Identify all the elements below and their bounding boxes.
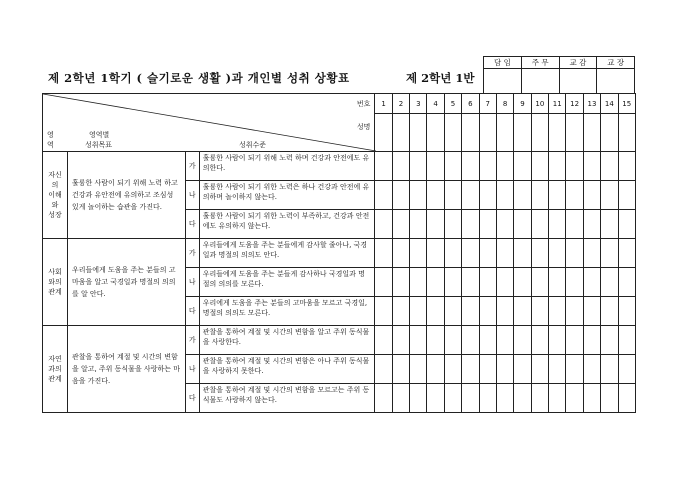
area-cell: 자연 과의 관계 bbox=[43, 326, 68, 413]
grade-cell[interactable] bbox=[462, 210, 479, 239]
grade-cell[interactable] bbox=[444, 297, 461, 326]
student-name-cell[interactable] bbox=[618, 114, 635, 152]
grade-cell[interactable] bbox=[514, 152, 531, 181]
level-description: 훌륭한 사람이 되기 위해 노력 하며 건강과 안전에도 유의한다. bbox=[199, 152, 375, 181]
grade-cell[interactable] bbox=[444, 326, 461, 355]
grade-cell[interactable] bbox=[618, 297, 635, 326]
grade-cell[interactable] bbox=[427, 326, 444, 355]
grade-cell[interactable] bbox=[410, 210, 427, 239]
grade-cell[interactable] bbox=[392, 239, 409, 268]
area-cell: 사회 와의 관계 bbox=[43, 239, 68, 326]
grade-cell[interactable] bbox=[392, 384, 409, 413]
sign-box-chief[interactable] bbox=[521, 69, 559, 94]
grade-cell[interactable] bbox=[479, 384, 496, 413]
student-number-cell: 2 bbox=[392, 94, 409, 114]
grade-cell[interactable] bbox=[375, 326, 392, 355]
grade-cell[interactable] bbox=[375, 181, 392, 210]
grade-cell[interactable] bbox=[618, 326, 635, 355]
student-number-cell: 1 bbox=[375, 94, 392, 114]
grade-cell[interactable] bbox=[531, 384, 548, 413]
student-name-cell[interactable] bbox=[531, 114, 548, 152]
achievement-table bbox=[42, 93, 636, 413]
grade-cell[interactable] bbox=[601, 326, 618, 355]
grade-cell[interactable] bbox=[583, 210, 600, 239]
grade-cell[interactable] bbox=[392, 268, 409, 297]
grade-cell[interactable] bbox=[444, 239, 461, 268]
sign-header-homeroom: 담 임 bbox=[484, 57, 522, 69]
grade-cell[interactable] bbox=[462, 152, 479, 181]
student-name-cell[interactable] bbox=[583, 114, 600, 152]
grade-cell[interactable] bbox=[462, 268, 479, 297]
grade-cell[interactable] bbox=[375, 210, 392, 239]
grade-cell[interactable] bbox=[496, 152, 513, 181]
student-number-cell: 14 bbox=[601, 94, 618, 114]
grade-cell[interactable] bbox=[531, 326, 548, 355]
grade-cell[interactable] bbox=[496, 268, 513, 297]
student-name-cell[interactable] bbox=[427, 114, 444, 152]
grade-cell[interactable] bbox=[618, 239, 635, 268]
grade-cell[interactable] bbox=[410, 384, 427, 413]
grade-cell[interactable] bbox=[392, 355, 409, 384]
grade-cell[interactable] bbox=[479, 355, 496, 384]
student-number-cell: 15 bbox=[618, 94, 635, 114]
grade-cell[interactable] bbox=[479, 268, 496, 297]
grade-cell[interactable] bbox=[392, 326, 409, 355]
grade-cell[interactable] bbox=[583, 326, 600, 355]
grade-cell[interactable] bbox=[392, 210, 409, 239]
level-mark: 나 bbox=[185, 181, 199, 210]
student-number-cell: 9 bbox=[514, 94, 531, 114]
level-mark: 다 bbox=[185, 297, 199, 326]
grade-cell[interactable] bbox=[375, 239, 392, 268]
grade-cell[interactable] bbox=[514, 181, 531, 210]
grade-cell[interactable] bbox=[462, 384, 479, 413]
grade-cell[interactable] bbox=[375, 384, 392, 413]
grade-cell[interactable] bbox=[410, 181, 427, 210]
grade-cell[interactable] bbox=[462, 355, 479, 384]
grade-cell[interactable] bbox=[444, 152, 461, 181]
grade-cell[interactable] bbox=[601, 297, 618, 326]
grade-cell[interactable] bbox=[375, 152, 392, 181]
grade-cell[interactable] bbox=[392, 297, 409, 326]
grade-cell[interactable] bbox=[410, 326, 427, 355]
grade-cell[interactable] bbox=[514, 355, 531, 384]
grade-cell[interactable] bbox=[601, 384, 618, 413]
level-mark: 나 bbox=[185, 355, 199, 384]
grade-cell[interactable] bbox=[566, 268, 583, 297]
level-description: 우리에게 도움을 주는 분들의 고마움을 모르고 국경일, 명절의 의의도 모른다. bbox=[199, 297, 375, 326]
sign-box-homeroom[interactable] bbox=[484, 69, 522, 94]
student-number-cell: 12 bbox=[566, 94, 583, 114]
grade-cell[interactable] bbox=[375, 268, 392, 297]
approval-box bbox=[483, 56, 635, 94]
grade-cell[interactable] bbox=[618, 384, 635, 413]
grade-cell[interactable] bbox=[583, 355, 600, 384]
student-name-cell[interactable] bbox=[375, 114, 392, 152]
grade-cell[interactable] bbox=[479, 181, 496, 210]
class-label: 제 2학년 1반 bbox=[406, 71, 475, 85]
grade-cell[interactable] bbox=[410, 239, 427, 268]
student-number-cell: 11 bbox=[549, 94, 566, 114]
level-mark: 다 bbox=[185, 210, 199, 239]
student-name-cell[interactable] bbox=[514, 114, 531, 152]
area-label-2: 역 bbox=[47, 141, 54, 149]
level-mark: 나 bbox=[185, 268, 199, 297]
level-description: 훌륭한 사람이 되기 위한 노력은 하나 건강과 안전에 유의하며 놀이하지 않는다. bbox=[199, 181, 375, 210]
student-name-cell[interactable] bbox=[496, 114, 513, 152]
level-description: 관찰을 통하여 계절 및 시간의 변함은 아나 주위 동식물을 사랑하지 못한다. bbox=[199, 355, 375, 384]
level-mark: 가 bbox=[185, 326, 199, 355]
student-number-cell: 8 bbox=[496, 94, 513, 114]
grade-cell[interactable] bbox=[514, 326, 531, 355]
grade-cell[interactable] bbox=[375, 355, 392, 384]
grade-cell[interactable] bbox=[549, 239, 566, 268]
grade-cell[interactable] bbox=[583, 297, 600, 326]
student-name-cell[interactable] bbox=[601, 114, 618, 152]
grade-cell[interactable] bbox=[410, 152, 427, 181]
grade-cell[interactable] bbox=[427, 210, 444, 239]
grade-cell[interactable] bbox=[601, 239, 618, 268]
grade-cell[interactable] bbox=[479, 152, 496, 181]
grade-cell[interactable] bbox=[601, 181, 618, 210]
student-name-cell[interactable] bbox=[479, 114, 496, 152]
grade-cell[interactable] bbox=[427, 152, 444, 181]
grade-cell[interactable] bbox=[531, 152, 548, 181]
grade-cell[interactable] bbox=[618, 181, 635, 210]
grade-cell[interactable] bbox=[549, 152, 566, 181]
level-row bbox=[43, 239, 636, 268]
grade-cell[interactable] bbox=[549, 268, 566, 297]
student-number-cell: 5 bbox=[444, 94, 461, 114]
grade-cell[interactable] bbox=[427, 268, 444, 297]
grade-cell[interactable] bbox=[427, 239, 444, 268]
student-number-cell: 6 bbox=[462, 94, 479, 114]
grade-cell[interactable] bbox=[618, 268, 635, 297]
level-description: 우리들에게 도움을 주는 분들에게 감사할 줄아나, 국경일과 명절의 의의도 안다. bbox=[199, 239, 375, 268]
grade-cell[interactable] bbox=[496, 384, 513, 413]
area-cell: 자신 의 이해 와 성장 bbox=[43, 152, 68, 239]
student-number-cell: 4 bbox=[427, 94, 444, 114]
grade-cell[interactable] bbox=[618, 355, 635, 384]
level-description: 우리들에게 도움을 주는 분들게 감사하나 국경일과 명절의 의의를 모른다. bbox=[199, 268, 375, 297]
grade-cell[interactable] bbox=[531, 181, 548, 210]
grade-cell[interactable] bbox=[566, 239, 583, 268]
grade-cell[interactable] bbox=[566, 384, 583, 413]
level-description: 관찰을 통하여 계절 및 시간의 변함을 모르고는 주위 동식물도 사랑하지 않는다. bbox=[199, 384, 375, 413]
grade-cell[interactable] bbox=[583, 181, 600, 210]
sign-box-principal[interactable] bbox=[597, 69, 635, 94]
grade-cell[interactable] bbox=[566, 181, 583, 210]
level-description: 훌륭한 사람이 되기 위한 노력이 부족하고, 건강과 안전에도 유의하지 않는다. bbox=[199, 210, 375, 239]
grade-cell[interactable] bbox=[514, 297, 531, 326]
grade-cell[interactable] bbox=[566, 355, 583, 384]
grade-cell[interactable] bbox=[514, 210, 531, 239]
grade-cell[interactable] bbox=[566, 297, 583, 326]
grade-cell[interactable] bbox=[496, 355, 513, 384]
grade-cell[interactable] bbox=[444, 268, 461, 297]
grade-cell[interactable] bbox=[427, 384, 444, 413]
grade-cell[interactable] bbox=[549, 326, 566, 355]
grade-cell[interactable] bbox=[618, 152, 635, 181]
goal-cell: 훌륭한 사람이 되기 위해 노력 하고 건강과 유안전에 유의하고 조심성 있게 놀이하는 습관을 가진다. bbox=[67, 152, 185, 239]
sign-header-chief: 주 무 bbox=[521, 57, 559, 69]
grade-cell[interactable] bbox=[496, 297, 513, 326]
grade-cell[interactable] bbox=[462, 181, 479, 210]
grade-cell[interactable] bbox=[444, 210, 461, 239]
grade-cell[interactable] bbox=[444, 181, 461, 210]
student-number-cell: 7 bbox=[479, 94, 496, 114]
grade-cell[interactable] bbox=[479, 239, 496, 268]
sign-header-vice-principal: 교 감 bbox=[559, 57, 597, 69]
grade-cell[interactable] bbox=[444, 384, 461, 413]
grade-cell[interactable] bbox=[479, 297, 496, 326]
grade-cell[interactable] bbox=[566, 326, 583, 355]
grade-cell[interactable] bbox=[531, 210, 548, 239]
grade-cell[interactable] bbox=[462, 297, 479, 326]
level-mark: 가 bbox=[185, 152, 199, 181]
page-title: 제 2학년 1학기 ( 슬기로운 생활 )과 개인별 성취 상황표 bbox=[48, 71, 350, 85]
grade-cell[interactable] bbox=[618, 210, 635, 239]
grade-cell[interactable] bbox=[462, 239, 479, 268]
grade-cell[interactable] bbox=[496, 239, 513, 268]
grade-cell[interactable] bbox=[583, 268, 600, 297]
grade-cell[interactable] bbox=[531, 268, 548, 297]
grade-cell[interactable] bbox=[410, 268, 427, 297]
grade-cell[interactable] bbox=[427, 297, 444, 326]
grade-cell[interactable] bbox=[601, 268, 618, 297]
grade-cell[interactable] bbox=[531, 239, 548, 268]
student-name-cell[interactable] bbox=[566, 114, 583, 152]
grade-cell[interactable] bbox=[601, 152, 618, 181]
grade-cell[interactable] bbox=[496, 210, 513, 239]
grade-cell[interactable] bbox=[375, 297, 392, 326]
student-number-cell: 13 bbox=[583, 94, 600, 114]
goal-cell: 관찰을 통하여 계절 및 시간의 변함을 알고, 주위 동식물을 사랑하는 마음을 가진다. bbox=[67, 326, 185, 413]
level-row bbox=[43, 152, 636, 181]
grade-cell[interactable] bbox=[427, 355, 444, 384]
grade-cell[interactable] bbox=[427, 181, 444, 210]
grade-cell[interactable] bbox=[479, 210, 496, 239]
grade-cell[interactable] bbox=[549, 181, 566, 210]
student-number-cell: 3 bbox=[410, 94, 427, 114]
grade-cell[interactable] bbox=[583, 384, 600, 413]
level-description: 관찰을 통하여 계절 및 시간의 변함을 알고 주위 동식물을 사랑한다. bbox=[199, 326, 375, 355]
level-mark: 가 bbox=[185, 239, 199, 268]
grade-cell[interactable] bbox=[566, 210, 583, 239]
student-name-cell[interactable] bbox=[392, 114, 409, 152]
grade-cell[interactable] bbox=[496, 326, 513, 355]
area-label: 영 bbox=[47, 131, 54, 139]
level-mark: 다 bbox=[185, 384, 199, 413]
student-name-cell[interactable] bbox=[549, 114, 566, 152]
level-row bbox=[43, 326, 636, 355]
number-label: 번호 bbox=[356, 100, 371, 108]
grade-cell[interactable] bbox=[566, 152, 583, 181]
grade-cell[interactable] bbox=[549, 297, 566, 326]
student-name-cell[interactable] bbox=[444, 114, 461, 152]
grade-cell[interactable] bbox=[531, 355, 548, 384]
grade-cell[interactable] bbox=[479, 326, 496, 355]
grade-cell[interactable] bbox=[392, 181, 409, 210]
grade-cell[interactable] bbox=[583, 239, 600, 268]
goal-cell: 우리들에게 도움을 주는 분들의 고마움을 알고 국경일과 명절의 의의를 알 안다. bbox=[67, 239, 185, 326]
student-name-cell[interactable] bbox=[462, 114, 479, 152]
grade-cell[interactable] bbox=[531, 297, 548, 326]
level-label: 성취수준 bbox=[239, 141, 267, 149]
grade-cell[interactable] bbox=[514, 239, 531, 268]
grade-cell[interactable] bbox=[410, 355, 427, 384]
grade-cell[interactable] bbox=[444, 355, 461, 384]
grade-cell[interactable] bbox=[601, 355, 618, 384]
grade-cell[interactable] bbox=[392, 152, 409, 181]
grade-cell[interactable] bbox=[583, 152, 600, 181]
grade-cell[interactable] bbox=[514, 268, 531, 297]
goal-label-2: 성취목표 bbox=[85, 141, 113, 149]
name-label: 성명 bbox=[356, 123, 371, 131]
grade-cell[interactable] bbox=[514, 384, 531, 413]
student-number-cell: 10 bbox=[531, 94, 548, 114]
grade-cell[interactable] bbox=[549, 210, 566, 239]
table-header-cell bbox=[43, 94, 375, 152]
grade-cell[interactable] bbox=[410, 297, 427, 326]
goal-label: 영역별 bbox=[89, 131, 110, 139]
grade-cell[interactable] bbox=[462, 326, 479, 355]
grade-cell[interactable] bbox=[601, 210, 618, 239]
student-name-cell[interactable] bbox=[410, 114, 427, 152]
sign-box-vice-principal[interactable] bbox=[559, 69, 597, 94]
sign-header-principal: 교 장 bbox=[597, 57, 635, 69]
grade-cell[interactable] bbox=[496, 181, 513, 210]
grade-cell[interactable] bbox=[549, 355, 566, 384]
grade-cell[interactable] bbox=[549, 384, 566, 413]
